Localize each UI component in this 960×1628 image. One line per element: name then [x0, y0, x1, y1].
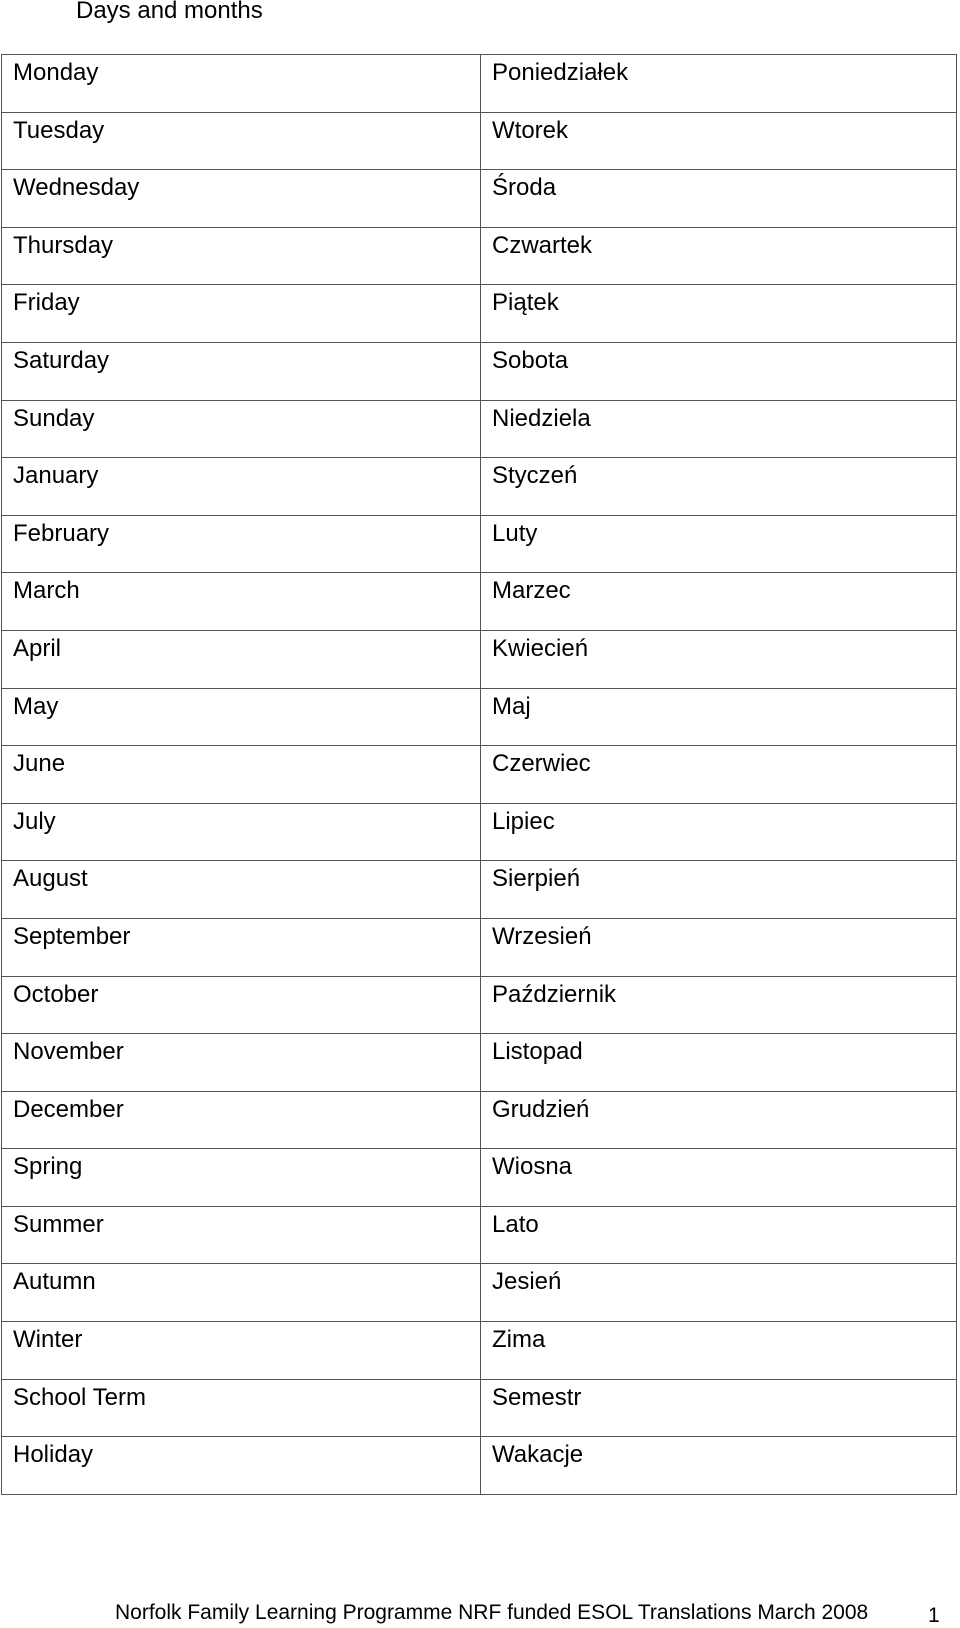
polish-word-cell: Wiosna	[481, 1149, 957, 1207]
english-word-cell: Holiday	[2, 1437, 481, 1495]
polish-word-cell: Październik	[481, 976, 957, 1034]
english-word-cell: August	[2, 861, 481, 919]
english-word-cell: Sunday	[2, 400, 481, 458]
polish-word-cell: Semestr	[481, 1379, 957, 1437]
polish-word-cell: Lipiec	[481, 803, 957, 861]
table-row	[2, 746, 957, 804]
table-row	[2, 1206, 957, 1264]
table-row	[2, 55, 957, 113]
table-row	[2, 861, 957, 919]
polish-word-cell: Maj	[481, 688, 957, 746]
polish-word-cell: Poniedziałek	[481, 55, 957, 113]
table-row	[2, 976, 957, 1034]
english-word-cell: Winter	[2, 1322, 481, 1380]
english-word-cell: Saturday	[2, 342, 481, 400]
translation-table	[1, 54, 957, 1495]
english-word-cell: March	[2, 573, 481, 631]
table-row	[2, 1149, 957, 1207]
polish-word-cell: Jesień	[481, 1264, 957, 1322]
table-row	[2, 515, 957, 573]
table-row	[2, 1437, 957, 1495]
table-row	[2, 112, 957, 170]
polish-word-cell: Niedziela	[481, 400, 957, 458]
table-row	[2, 803, 957, 861]
table-row	[2, 458, 957, 516]
english-word-cell: June	[2, 746, 481, 804]
english-word-cell: December	[2, 1091, 481, 1149]
polish-word-cell: Środa	[481, 170, 957, 228]
table-row	[2, 1091, 957, 1149]
english-word-cell: Monday	[2, 55, 481, 113]
english-word-cell: September	[2, 918, 481, 976]
english-word-cell: May	[2, 688, 481, 746]
table-row	[2, 630, 957, 688]
polish-word-cell: Marzec	[481, 573, 957, 631]
polish-word-cell: Czwartek	[481, 227, 957, 285]
polish-word-cell: Wtorek	[481, 112, 957, 170]
english-word-cell: April	[2, 630, 481, 688]
polish-word-cell: Kwiecień	[481, 630, 957, 688]
english-word-cell: October	[2, 976, 481, 1034]
page-title: Days and months	[76, 0, 263, 24]
english-word-cell: Thursday	[2, 227, 481, 285]
polish-word-cell: Lato	[481, 1206, 957, 1264]
english-word-cell: Tuesday	[2, 112, 481, 170]
page-number: 1	[928, 1604, 940, 1627]
polish-word-cell: Listopad	[481, 1034, 957, 1092]
table-row	[2, 170, 957, 228]
polish-word-cell: Grudzień	[481, 1091, 957, 1149]
polish-word-cell: Luty	[481, 515, 957, 573]
table-row	[2, 918, 957, 976]
polish-word-cell: Zima	[481, 1322, 957, 1380]
table-row	[2, 1379, 957, 1437]
table-row	[2, 400, 957, 458]
table-row	[2, 342, 957, 400]
english-word-cell: November	[2, 1034, 481, 1092]
polish-word-cell: Sierpień	[481, 861, 957, 919]
english-word-cell: January	[2, 458, 481, 516]
footer-text: Norfolk Family Learning Programme NRF funded ESOL Translations March 2008	[115, 1601, 869, 1624]
polish-word-cell: Piątek	[481, 285, 957, 343]
english-word-cell: Spring	[2, 1149, 481, 1207]
table-row	[2, 227, 957, 285]
polish-word-cell: Czerwiec	[481, 746, 957, 804]
table-row	[2, 688, 957, 746]
translation-rows	[2, 55, 957, 1495]
english-word-cell: July	[2, 803, 481, 861]
table-row	[2, 573, 957, 631]
english-word-cell: Summer	[2, 1206, 481, 1264]
english-word-cell: School Term	[2, 1379, 481, 1437]
polish-word-cell: Wakacje	[481, 1437, 957, 1495]
polish-word-cell: Sobota	[481, 342, 957, 400]
english-word-cell: Wednesday	[2, 170, 481, 228]
english-word-cell: Autumn	[2, 1264, 481, 1322]
polish-word-cell: Wrzesień	[481, 918, 957, 976]
english-word-cell: February	[2, 515, 481, 573]
polish-word-cell: Styczeń	[481, 458, 957, 516]
table-row	[2, 1322, 957, 1380]
table-row	[2, 1034, 957, 1092]
table-row	[2, 285, 957, 343]
english-word-cell: Friday	[2, 285, 481, 343]
table-row	[2, 1264, 957, 1322]
